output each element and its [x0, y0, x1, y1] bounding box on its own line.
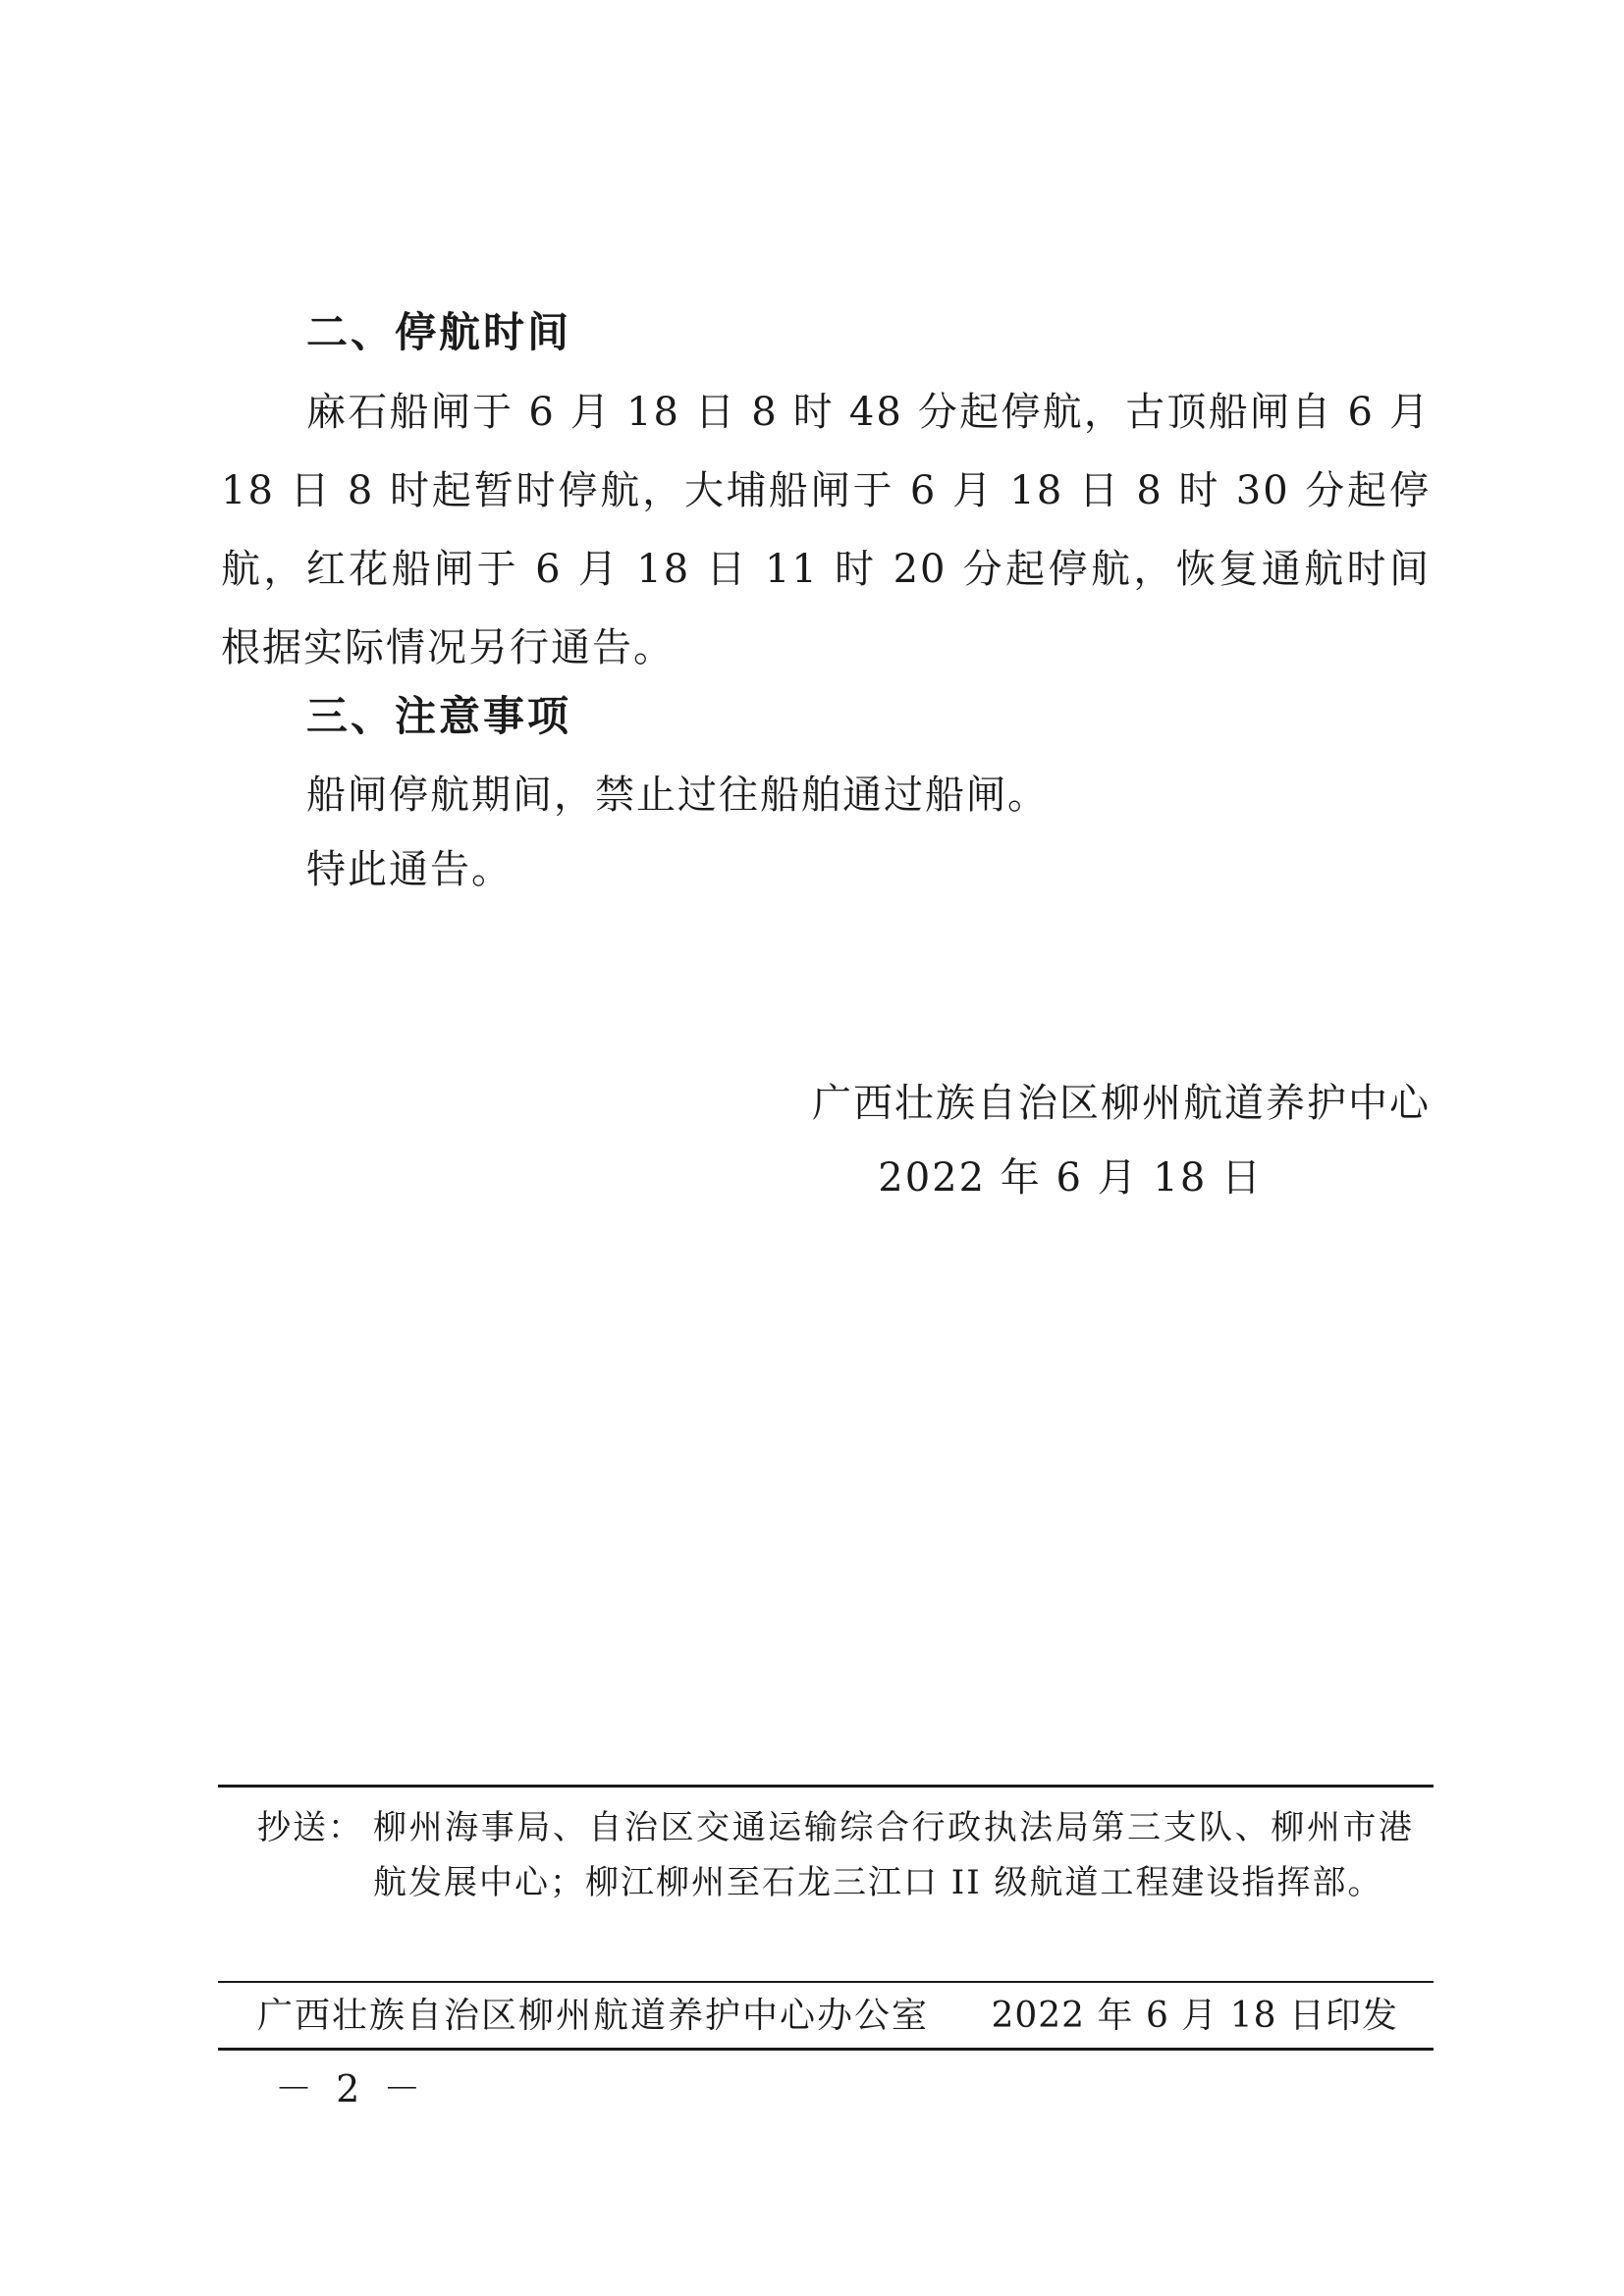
signature-organization: 广西壮族自治区柳州航道养护中心 — [812, 1081, 1431, 1126]
footer-bottom-rule — [218, 2048, 1434, 2051]
footer-middle-rule — [218, 1981, 1434, 1983]
cc-recipients: 柳州海事局、自治区交通运输综合行政执法局第三支队、柳州市港航发展中心；柳江柳州至石龙三江口 II 级航道工程建设指挥部。 — [373, 1808, 1414, 1902]
section-heading-notes: 三、注意事项 — [306, 692, 572, 740]
closing-statement: 特此通告。 — [306, 847, 513, 892]
print-date: 2022 年 6 月 18 日印发 — [991, 1996, 1398, 2036]
footer-top-rule — [218, 1785, 1434, 1788]
cc-label: 抄送： — [257, 1808, 363, 1847]
issuing-office: 广西壮族自治区柳州航道养护中心办公室 — [257, 1996, 930, 2036]
section-heading-suspension-time: 二、停航时间 — [306, 308, 572, 356]
signature-date: 2022 年 6 月 18 日 — [878, 1155, 1263, 1201]
notes-paragraph: 船闸停航期间，禁止过往船舶通过船闸。 — [306, 773, 1049, 818]
page-number: － 2 － — [275, 2067, 427, 2110]
suspension-time-paragraph: 麻石船闸于 6 月 18 日 8 时 48 分起停航，古顶船闸自 6 月 18 日 8 时起暂时停航，大埔船闸于 6 月 18 日 8 时 30 分起停航，红花船闸于 6 月 18 日 11 时 20 分起停航，恢复通航时间根据实际情况另行通告。 — [221, 390, 1431, 670]
